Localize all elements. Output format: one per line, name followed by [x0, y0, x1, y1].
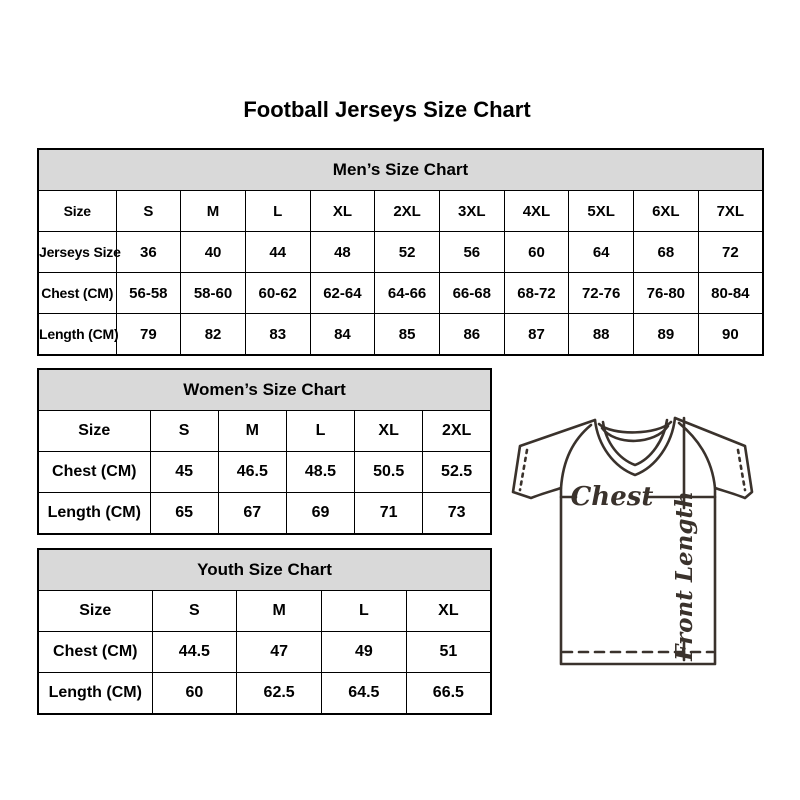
women-cell: 71: [355, 493, 423, 535]
womens-size-table: [37, 368, 492, 535]
women-cell: 67: [218, 493, 286, 535]
women-row-label: Length (CM): [38, 493, 150, 535]
right-cuff-stitch: [738, 450, 745, 490]
youth-size-table: [37, 548, 492, 715]
men-cell: 76-80: [634, 273, 699, 314]
men-row-label: Chest (CM): [38, 273, 116, 314]
women-cell: 45: [150, 452, 218, 493]
men-cell: 60: [504, 232, 569, 273]
men-table-title: Men’s Size Chart: [38, 149, 763, 191]
men-cell: 4XL: [504, 191, 569, 232]
youth-cell: L: [322, 591, 407, 632]
youth-cell: 49: [322, 632, 407, 673]
women-row-label: Chest (CM): [38, 452, 150, 493]
youth-table-row: [38, 673, 491, 715]
women-cell: 73: [423, 493, 491, 535]
women-table-title: Women’s Size Chart: [38, 369, 491, 411]
men-row-label: Size: [38, 191, 116, 232]
women-table-row: [38, 411, 491, 452]
men-cell: 72-76: [569, 273, 634, 314]
youth-row-label: Size: [38, 591, 152, 632]
men-cell: 7XL: [698, 191, 763, 232]
men-cell: 90: [698, 314, 763, 356]
men-cell: 56: [439, 232, 504, 273]
youth-row-label: Chest (CM): [38, 632, 152, 673]
men-cell: 72: [698, 232, 763, 273]
youth-cell: 66.5: [406, 673, 491, 715]
men-cell: 40: [181, 232, 246, 273]
men-table-row: [38, 191, 763, 232]
men-cell: 66-68: [439, 273, 504, 314]
youth-cell: 44.5: [152, 632, 237, 673]
men-cell: 36: [116, 232, 181, 273]
youth-cell: S: [152, 591, 237, 632]
women-cell: S: [150, 411, 218, 452]
women-cell: L: [286, 411, 354, 452]
women-cell: 2XL: [423, 411, 491, 452]
women-row-label: Size: [38, 411, 150, 452]
women-cell: M: [218, 411, 286, 452]
women-table-row: [38, 452, 491, 493]
men-cell: 89: [634, 314, 699, 356]
men-cell: 85: [375, 314, 440, 356]
page-title: Football Jerseys Size Chart: [243, 97, 531, 122]
youth-cell: M: [237, 591, 322, 632]
men-cell: 68-72: [504, 273, 569, 314]
men-cell: 86: [439, 314, 504, 356]
women-cell: 48.5: [286, 452, 354, 493]
women-cell: 52.5: [423, 452, 491, 493]
youth-table-title: Youth Size Chart: [38, 549, 491, 591]
men-table-row: [38, 232, 763, 273]
men-cell: 82: [181, 314, 246, 356]
mens-size-table: [37, 148, 764, 356]
men-cell: 56-58: [116, 273, 181, 314]
men-cell: 58-60: [181, 273, 246, 314]
front-length-label: Front Length: [671, 491, 698, 661]
youth-cell: XL: [406, 591, 491, 632]
men-cell: L: [245, 191, 310, 232]
men-cell: 84: [310, 314, 375, 356]
jersey-measurement-diagram: [500, 400, 764, 690]
men-row-label: Jerseys Size: [38, 232, 116, 273]
collar-back-arc-1: [599, 422, 671, 432]
men-cell: S: [116, 191, 181, 232]
men-cell: 64: [569, 232, 634, 273]
women-table-row: [38, 493, 491, 535]
men-cell: 44: [245, 232, 310, 273]
men-cell: 60-62: [245, 273, 310, 314]
youth-cell: 62.5: [237, 673, 322, 715]
women-cell: XL: [355, 411, 423, 452]
jersey-outline: [513, 418, 752, 664]
men-cell: 3XL: [439, 191, 504, 232]
chest-label: Chest: [570, 482, 654, 512]
youth-cell: 51: [406, 632, 491, 673]
men-cell: 87: [504, 314, 569, 356]
men-cell: 68: [634, 232, 699, 273]
men-cell: 79: [116, 314, 181, 356]
men-cell: 62-64: [310, 273, 375, 314]
men-cell: 2XL: [375, 191, 440, 232]
men-table-row: [38, 314, 763, 356]
men-cell: XL: [310, 191, 375, 232]
women-cell: 65: [150, 493, 218, 535]
women-cell: 69: [286, 493, 354, 535]
men-cell: M: [181, 191, 246, 232]
men-cell: 52: [375, 232, 440, 273]
women-cell: 50.5: [355, 452, 423, 493]
men-cell: 88: [569, 314, 634, 356]
women-cell: 46.5: [218, 452, 286, 493]
left-sleeve-seam: [561, 425, 591, 488]
men-cell: 48: [310, 232, 375, 273]
men-cell: 64-66: [375, 273, 440, 314]
youth-row-label: Length (CM): [38, 673, 152, 715]
men-row-label: Length (CM): [38, 314, 116, 356]
men-table-row: [38, 273, 763, 314]
men-cell: 6XL: [634, 191, 699, 232]
youth-table-row: [38, 632, 491, 673]
men-cell: 5XL: [569, 191, 634, 232]
youth-cell: 47: [237, 632, 322, 673]
men-cell: 83: [245, 314, 310, 356]
men-cell: 80-84: [698, 273, 763, 314]
youth-cell: 64.5: [322, 673, 407, 715]
left-cuff-stitch: [520, 450, 527, 490]
youth-table-row: [38, 591, 491, 632]
youth-cell: 60: [152, 673, 237, 715]
